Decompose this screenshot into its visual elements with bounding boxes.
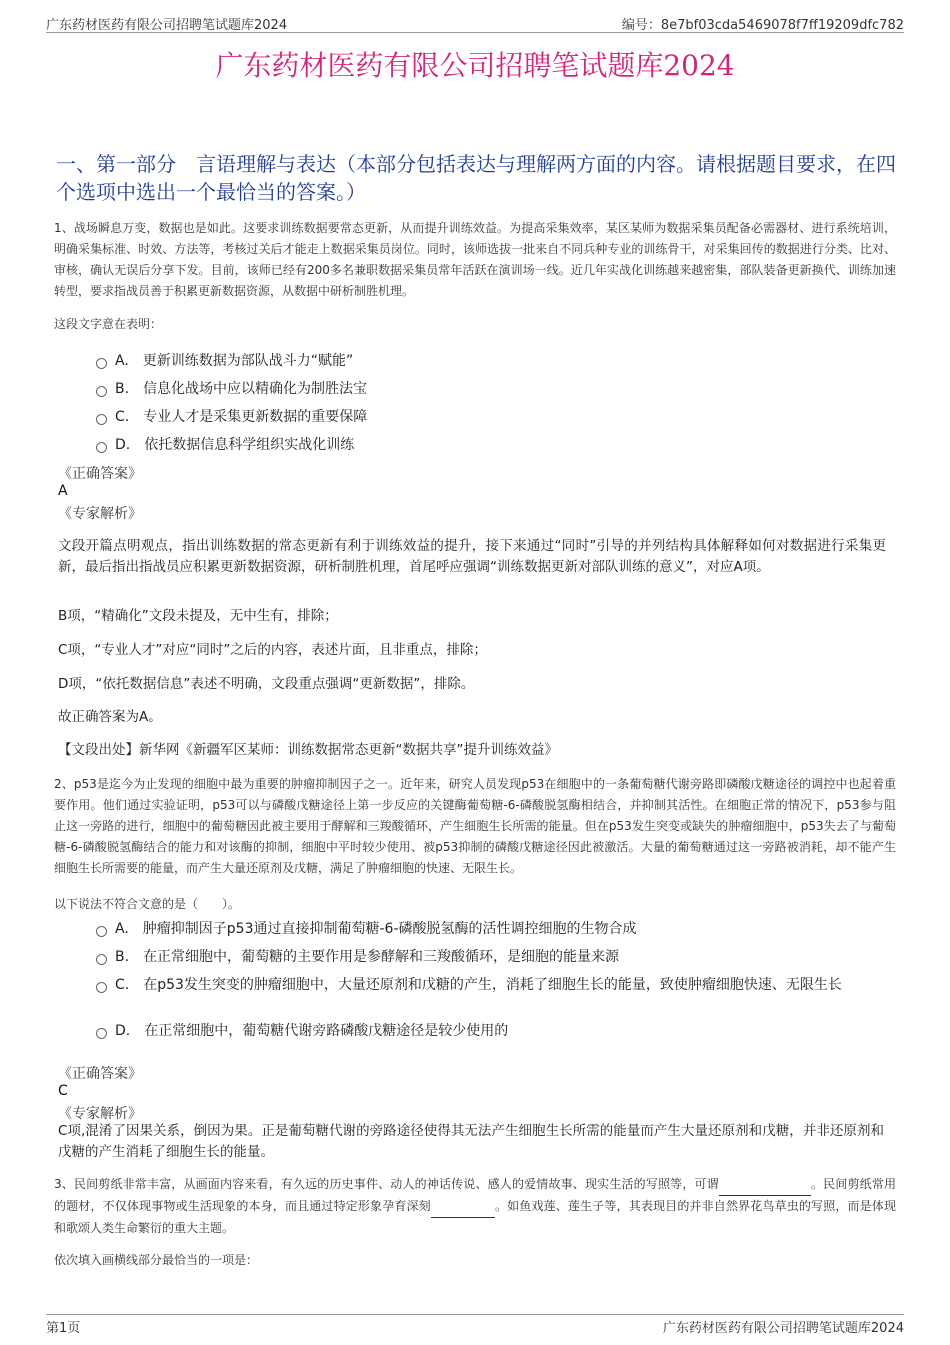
header-left: 广东药材医药有限公司招聘笔试题库2024 xyxy=(46,18,288,33)
q2-option-a[interactable]: A. 肿瘤抑制因子p53通过直接抑制葡萄糖-6-磷酸脱氢酶的活性调控细胞的生物合成 xyxy=(96,918,637,938)
q1-option-b[interactable]: B. 信息化战场中应以精确化为制胜法宝 xyxy=(96,378,367,398)
q1-analysis-d: D项，“依托数据信息”表述不明确，文段重点强调“更新数据”，排除。 xyxy=(58,676,475,692)
q1-analysis-para: 文段开篇点明观点，指出训练数据的常态更新有利于训练效益的提升，接下来通过“同时”引导的并列结构具体解释如何对数据进行采集更新，最后指出指战员应积累更新数据资源，研析制胜机理，首尾呼应强调“训练数据更新对部队训练的意义”，对应A项。 xyxy=(58,538,886,575)
q1-option-d[interactable]: D. 依托数据信息科学组织实战化训练 xyxy=(96,434,354,454)
q3-text: 3、民间剪纸非常丰富，从画面内容来看，有久远的历史事件、动人的神话传说、感人的爱情故事、现实生活的写照等，可谓 。民间剪纸常用的题材，不仅体现事物或生活现象的本身，而且通过特定形象孕育深刻 。如鱼戏莲、莲生子等，其表现目的并非自然界花鸟草虫的写照，而是体现和歌颂人类生命繁衍的重大主题。 xyxy=(54,1174,896,1239)
q1-option-c[interactable]: C. 专业人才是采集更新数据的重要保障 xyxy=(96,406,367,426)
radio-icon[interactable] xyxy=(96,442,107,453)
q1-analysis-b: B项，“精确化”文段未提及，无中生有，排除； xyxy=(58,608,338,624)
footer-right: 广东药材医药有限公司招聘笔试题库2024 xyxy=(662,1321,904,1336)
q2-prompt: 以下说法不符合文意的是（ ）。 xyxy=(54,897,241,911)
q1-text: 1、战场瞬息万变，数据也是如此。这要求训练数据要常态更新，从而提升训练效益。为提高采集效率，某区某师为数据采集员配备必需器材、进行系统培训，明确采集标准、时效、方法等，考核过关后才能走上数据采集员岗位。同时，该师选拔一批来自不同兵种专业的训练骨干，对采集回传的数据进行分类、比对、审核，确认无误后分享下发。目前，该师已经有200多名兼职数据采集员常年活跃在演训场一线。近几年实战化训练越来越密集，部队装备更新换代、训练加速转型，要求指战员善于积累更新数据资源，从数据中研析制胜机理。 xyxy=(54,221,896,298)
fill-blank-2[interactable] xyxy=(431,1196,495,1218)
page-footer xyxy=(46,1314,904,1335)
q2-option-c[interactable]: C. 在p53发生突变的肿瘤细胞中，大量还原剂和戊糖的产生，消耗了细胞生长的能量，致使肿瘤细胞快速、无限生长 xyxy=(96,974,896,996)
radio-icon[interactable] xyxy=(96,414,107,425)
radio-icon[interactable] xyxy=(96,386,107,397)
q1-prompt: 这段文字意在表明： xyxy=(54,317,163,331)
radio-icon[interactable] xyxy=(96,358,107,369)
q2-option-d[interactable]: D. 在正常细胞中，葡萄糖代谢旁路磷酸戊糖途径是较少使用的 xyxy=(96,1020,508,1040)
q1-analysis-conclusion: 故正确答案为A。 xyxy=(58,709,162,725)
header-right: 编号：8e7bf03cda5469078f7ff19209dfc782 xyxy=(621,18,904,33)
q2-text: 2、p53是迄今为止发现的细胞中最为重要的肿瘤抑制因子之一。近年来，研究人员发现p53在细胞中的一条葡萄糖代谢旁路即磷酸戊糖途径的调控中也起着重要作用。他们通过实验证明，p53可以与磷酸戊糖途径上第一步反应的关键酶葡萄糖-6-磷酸脱氢酶相结合，并抑制其活性。在细胞正常的情况下，p53参与阻止这一旁路的进行，细胞中的葡萄糖因此被主要用于酵解和三羧酸循环，产生细胞生长所需的能量。但在p53发生突变或缺失的肿瘤细胞中，p53失去了与葡萄糖-6-磷酸脱氢酶结合的能力和对该酶的抑制，细胞中平时较少使用、被p53抑制的磷酸戊糖途径因此被激活。大量的葡萄糖通过这一旁路被消耗，却不能产生细胞生长所需要的能量，而产生大量还原剂及戊糖，满足了肿瘤细胞的快速、无限生长。 xyxy=(54,777,896,875)
q2-option-b[interactable]: B. 在正常细胞中，葡萄糖的主要作用是参酵解和三羧酸循环，是细胞的能量来源 xyxy=(96,946,619,966)
radio-icon[interactable] xyxy=(96,982,107,993)
page-header xyxy=(46,14,904,33)
q2-analysis: C项,混淆了因果关系，倒因为果。正是葡萄糖代谢的旁路途径使得其无法产生细胞生长所需的能量而产生大量还原剂和戊糖，并非还原剂和戊糖的产生消耗了细胞生长的能量。 xyxy=(58,1123,884,1160)
radio-icon[interactable] xyxy=(96,926,107,937)
q1-analysis-label: 《专家解析》 xyxy=(58,506,142,522)
q2-answer-label: 《正确答案》 xyxy=(58,1066,142,1082)
section-heading: 一、第一部分 言语理解与表达（本部分包括表达与理解两方面的内容。请根据题目要求，在四个选项中选出一个最恰当的答案。） xyxy=(56,152,896,204)
q1-analysis-c: C项，“专业人才”对应“同时”之后的内容，表述片面，且非重点，排除； xyxy=(58,642,487,658)
q2-answer: C xyxy=(58,1083,68,1099)
q3-prompt: 依次填入画横线部分最恰当的一项是： xyxy=(54,1253,259,1267)
q1-answer: A xyxy=(58,483,68,499)
q1-source: 【文段出处】新华网《新疆军区某师：训练数据常态更新“数据共享”提升训练效益》 xyxy=(58,742,558,758)
doc-title: 广东药材医药有限公司招聘笔试题库2024 xyxy=(215,49,735,82)
footer-page-number: 第1页 xyxy=(46,1321,81,1336)
q1-answer-label: 《正确答案》 xyxy=(58,466,142,482)
fill-blank-1[interactable] xyxy=(719,1174,811,1196)
radio-icon[interactable] xyxy=(96,1028,107,1039)
q1-option-a[interactable]: A. 更新训练数据为部队战斗力“赋能” xyxy=(96,350,353,370)
q2-analysis-label: 《专家解析》 xyxy=(58,1106,142,1122)
radio-icon[interactable] xyxy=(96,954,107,965)
